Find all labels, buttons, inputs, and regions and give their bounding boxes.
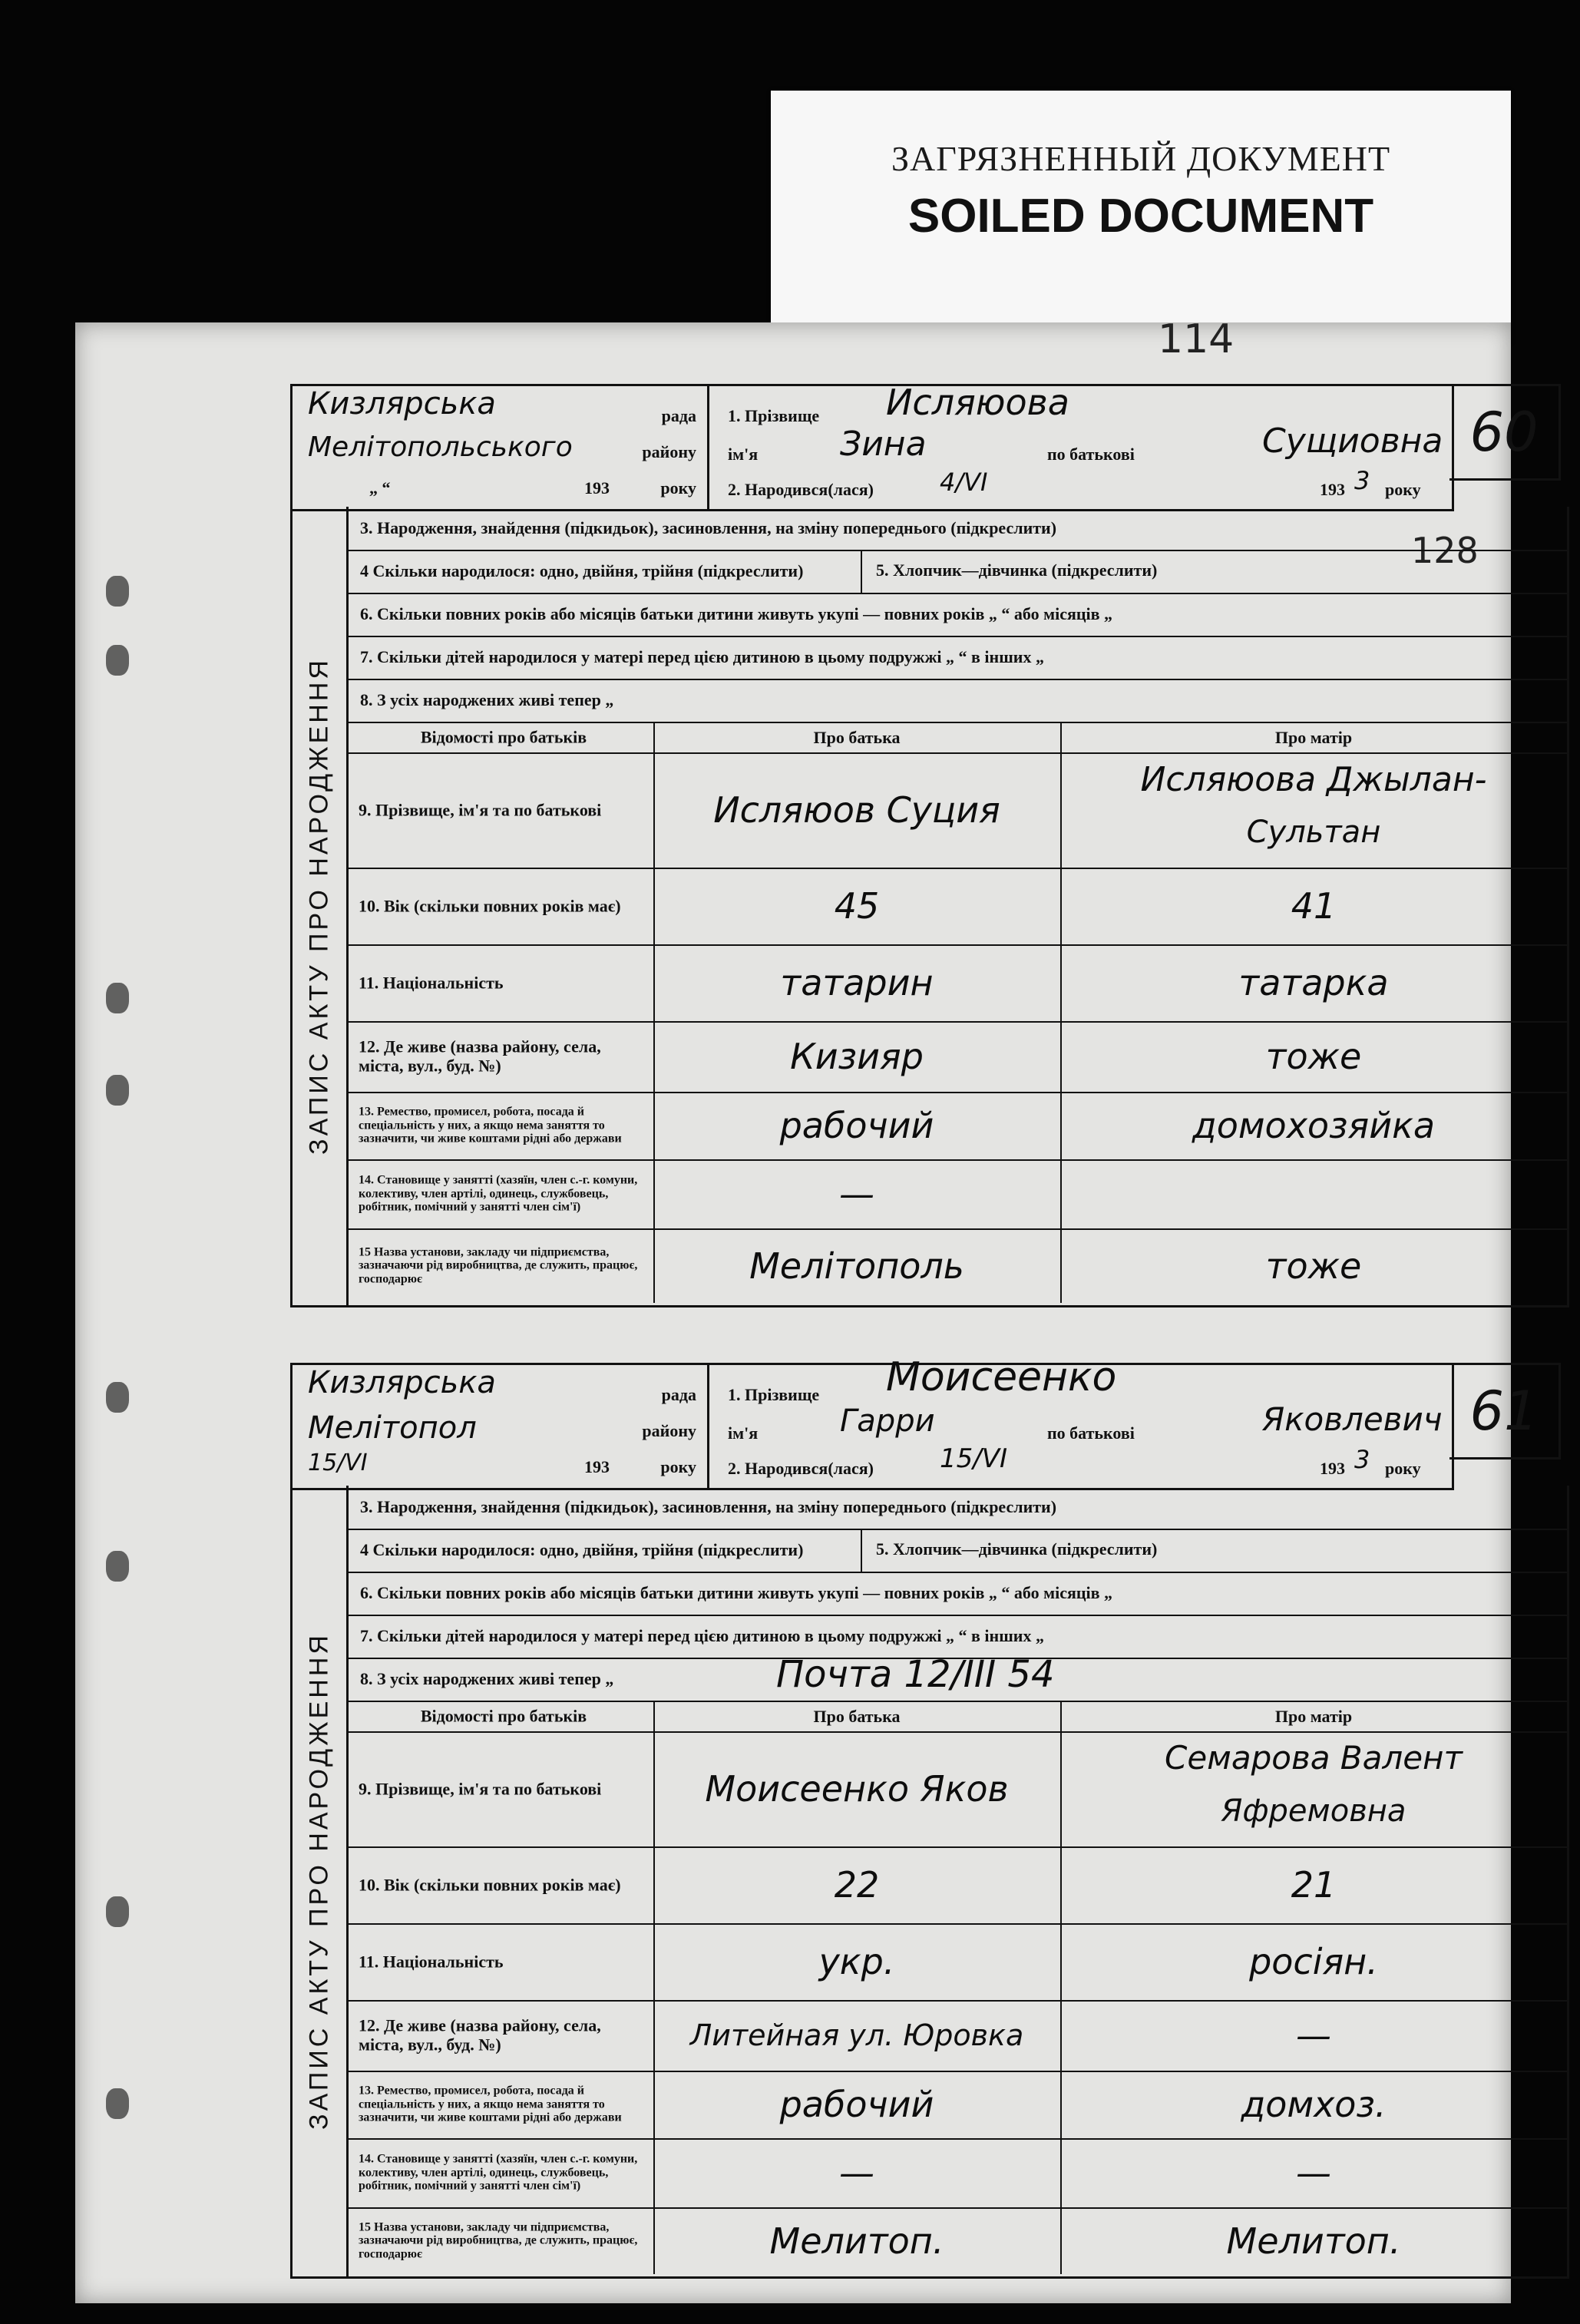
q15-row: 15 Назва установи, закладу чи підприємства, зазначаючи рід виробництва, де служить, працює, господарює Мелітополь тоже bbox=[346, 1228, 1567, 1303]
birth-date-value: 4/VI bbox=[940, 468, 988, 497]
mother-nationality: росіян. bbox=[1249, 1941, 1378, 1982]
q4-row: 4 Скільки народилося: одно, двійня, трійня (підкреслити) 5. Хлопчик—дівчинка (підкреслити) bbox=[346, 1529, 1567, 1573]
surname-value: Исляюова bbox=[886, 382, 1069, 423]
date-left-value: „ “ bbox=[369, 478, 391, 498]
parents-header-row: Відомості про батьків Про батька Про матір bbox=[346, 1701, 1567, 1733]
stamp-russian-text: ЗАГРЯЗНЕННЫЙ ДОКУМЕНТ bbox=[891, 139, 1391, 178]
soiled-document-stamp bbox=[771, 91, 1511, 344]
q14-row: 14. Становище у занятті (хазяїн, член с.-г. комуни, колективу, член артілі, одинець, службовець, робітник, помічний у занятті член сім'ї) — bbox=[346, 1159, 1567, 1230]
record-body bbox=[290, 507, 1569, 1307]
council-label: рада bbox=[661, 1385, 696, 1404]
born-label: 2. Народився(лася) bbox=[728, 1459, 874, 1478]
side-title: ЗАПИС АКТУ ПРО НАРОДЖЕННЯ bbox=[293, 507, 349, 1305]
father-workplace: Мелитоп. bbox=[769, 2220, 944, 2262]
father-residence: Литейная ул. Юровка bbox=[689, 2018, 1024, 2052]
birth-record-60 bbox=[221, 384, 1559, 1344]
father-age: 22 bbox=[834, 1864, 880, 1906]
patronymic-label: по батькові bbox=[1047, 445, 1135, 464]
mother-age: 21 bbox=[1291, 1864, 1337, 1906]
year-label: 193 bbox=[584, 478, 610, 498]
father-nationality: татарин bbox=[780, 962, 934, 1003]
birth-year-label: 193 bbox=[1320, 1459, 1345, 1478]
mother-name: Семарова Валент bbox=[1165, 1739, 1463, 1777]
q8-note: Почта 12/III 54 bbox=[776, 1653, 1055, 1696]
q8-row: 8. З усіх народжених живі тепер „ bbox=[346, 679, 1567, 723]
district-label: району bbox=[642, 442, 696, 461]
father-status: — bbox=[839, 1173, 874, 1215]
council-value: Кизлярська bbox=[308, 386, 496, 421]
mother-occupation: домхоз. bbox=[1241, 2084, 1387, 2125]
mother-age: 41 bbox=[1291, 885, 1337, 927]
q13-row: 13. Ремество, промисел, робота, посада й спеціальність у них, а якщо нема заняття то зазначити, чи живе коштами рідні або держави рабочий домохозяйка bbox=[346, 1092, 1567, 1161]
q12-row: 12. Де живе (назва району, села, міста, вул., буд. №) Литейная ул. Юровка — bbox=[346, 2000, 1567, 2072]
record-number: 60 bbox=[1449, 384, 1561, 481]
q14-row: 14. Становище у занятті (хазяїн, член с.-г. комуни, колективу, член артілі, одинець, службовець, робітник, помічний у занятті член сім'ї) — — bbox=[346, 2138, 1567, 2209]
q6-row: 6. Скільки повних років або місяців батьки дитини живуть укупі — повних років „ “ або місяців „ bbox=[346, 1572, 1567, 1616]
q3-row: 3. Народження, знайдення (підкидьок), засиновлення, на зміну попереднього (підкреслити) bbox=[346, 1486, 1567, 1530]
mother-residence: тоже bbox=[1265, 1036, 1362, 1077]
name-label: ім'я bbox=[728, 445, 759, 464]
q11-row: 11. Національність укр. росіян. bbox=[346, 1923, 1567, 2002]
q12-row: 12. Де живе (назва району, села, міста, вул., буд. №) Кизияр тоже bbox=[346, 1021, 1567, 1093]
mother-name-2: Яфремовна bbox=[1221, 1793, 1406, 1829]
record-header bbox=[290, 384, 1454, 511]
child-block bbox=[709, 1354, 1452, 1488]
father-name: Моисеенко Яков bbox=[705, 1768, 1009, 1810]
stamp-english-text: SOILED DOCUMENT bbox=[907, 190, 1374, 243]
mother-occupation: домохозяйка bbox=[1192, 1105, 1436, 1146]
district-value: Мелітопол bbox=[308, 1410, 477, 1446]
council-block bbox=[293, 1365, 709, 1488]
mother-workplace: тоже bbox=[1265, 1245, 1362, 1287]
q8-row: 8. З усіх народжених живі тепер „ Почта 12/III 54 bbox=[346, 1658, 1567, 1702]
name-label: ім'я bbox=[728, 1423, 759, 1443]
q9-row: 9. Прізвище, ім'я та по батькові Моисеенко Яков Семарова Валент Яфремовна bbox=[346, 1731, 1567, 1848]
mother-residence: — bbox=[1296, 2015, 1331, 2056]
birth-year-digit: 3 bbox=[1354, 466, 1370, 495]
q4-row: 4 Скільки народилося: одно, двійня, трійня (підкреслити) 5. Хлопчик—дівчинка (підкреслити) bbox=[346, 550, 1567, 594]
father-name: Исляюов Суция bbox=[713, 789, 1000, 831]
q13-row: 13. Ремество, промисел, робота, посада й спеціальність у них, а якщо нема заняття то зазначити, чи живе коштами рідні або держави рабочий домхоз. bbox=[346, 2071, 1567, 2140]
q15-row: 15 Назва установи, закладу чи підприємства, зазначаючи рід виробництва, де служить, працює, господарює Мелитоп. Мелитоп. bbox=[346, 2207, 1567, 2274]
q10-row: 10. Вік (скільки повних років має) 45 41 bbox=[346, 868, 1567, 946]
birth-date-value: 15/VI bbox=[940, 1443, 1008, 1474]
q9-row: 9. Прізвище, ім'я та по батькові Исляюов Суция Исляюова Джылан- Сультан bbox=[346, 752, 1567, 869]
margin-note: 128 bbox=[1411, 530, 1479, 571]
q10-row: 10. Вік (скільки повних років має) 22 21 bbox=[346, 1846, 1567, 1925]
roku-label: року bbox=[660, 478, 696, 498]
birth-year-digit: 3 bbox=[1354, 1445, 1370, 1474]
child-block bbox=[709, 382, 1452, 509]
born-label: 2. Народився(лася) bbox=[728, 480, 874, 499]
roku-label: року bbox=[660, 1457, 696, 1476]
mother-status: — bbox=[1296, 2152, 1331, 2193]
year-label: 193 bbox=[584, 1457, 610, 1476]
q11-row: 11. Національність татарин татарка bbox=[346, 944, 1567, 1023]
record-body bbox=[290, 1486, 1569, 2279]
father-residence: Кизияр bbox=[790, 1036, 924, 1077]
patronymic-value: Сущиовна bbox=[1262, 421, 1443, 461]
birth-year-label: 193 bbox=[1320, 480, 1345, 499]
q3-row: 3. Народження, знайдення (підкидьок), засиновлення, на зміну попереднього (підкреслити) bbox=[346, 507, 1567, 551]
mother-name: Исляюова Джылан- bbox=[1140, 760, 1487, 799]
binding-holes bbox=[75, 322, 167, 2303]
patronymic-label: по батькові bbox=[1047, 1423, 1135, 1443]
father-occupation: рабочий bbox=[779, 1105, 934, 1146]
father-nationality: укр. bbox=[818, 1941, 895, 1982]
surname-label: 1. Прізвище bbox=[728, 1385, 820, 1404]
birth-roku-label: року bbox=[1385, 1459, 1421, 1478]
parents-header-row: Відомості про батьків Про батька Про матір bbox=[346, 722, 1567, 754]
surname-value: Моисеенко bbox=[886, 1354, 1117, 1400]
council-value: Кизлярська bbox=[308, 1365, 496, 1400]
father-age: 45 bbox=[834, 885, 880, 927]
q7-row: 7. Скільки дітей народилося у матері перед цією дитиною в цьому подружжі „ “ в інших „ bbox=[346, 1615, 1567, 1659]
record-number: 61 bbox=[1449, 1363, 1561, 1460]
q7-row: 7. Скільки дітей народилося у матері перед цією дитиною в цьому подружжі „ “ в інших „ bbox=[346, 636, 1567, 680]
date-left-value: 15/VI bbox=[308, 1450, 368, 1476]
father-occupation: рабочий bbox=[779, 2084, 934, 2125]
father-status: — bbox=[839, 2152, 874, 2193]
mother-workplace: Мелитоп. bbox=[1226, 2220, 1401, 2262]
side-title: ЗАПИС АКТУ ПРО НАРОДЖЕННЯ bbox=[293, 1486, 349, 2276]
birth-roku-label: року bbox=[1385, 480, 1421, 499]
patronymic-value: Яковлевич bbox=[1262, 1400, 1443, 1438]
name-value: Гарри bbox=[840, 1403, 935, 1439]
mother-nationality: татарка bbox=[1238, 962, 1389, 1003]
record-header bbox=[290, 1354, 1454, 1490]
name-value: Зина bbox=[840, 425, 927, 464]
district-value: Мелітопольського bbox=[308, 431, 573, 463]
council-label: рада bbox=[661, 406, 696, 425]
mother-name-2: Сультан bbox=[1246, 815, 1381, 850]
father-workplace: Мелітополь bbox=[749, 1245, 964, 1287]
council-block bbox=[293, 386, 709, 509]
district-label: району bbox=[642, 1421, 696, 1440]
q6-row: 6. Скільки повних років або місяців батьки дитини живуть укупі — повних років „ “ або місяців „ bbox=[346, 593, 1567, 637]
surname-label: 1. Прізвище bbox=[728, 406, 820, 425]
sheet-number: 114 bbox=[1158, 316, 1235, 362]
register-sheet bbox=[75, 316, 1539, 2303]
birth-record-61 bbox=[221, 1354, 1559, 2315]
